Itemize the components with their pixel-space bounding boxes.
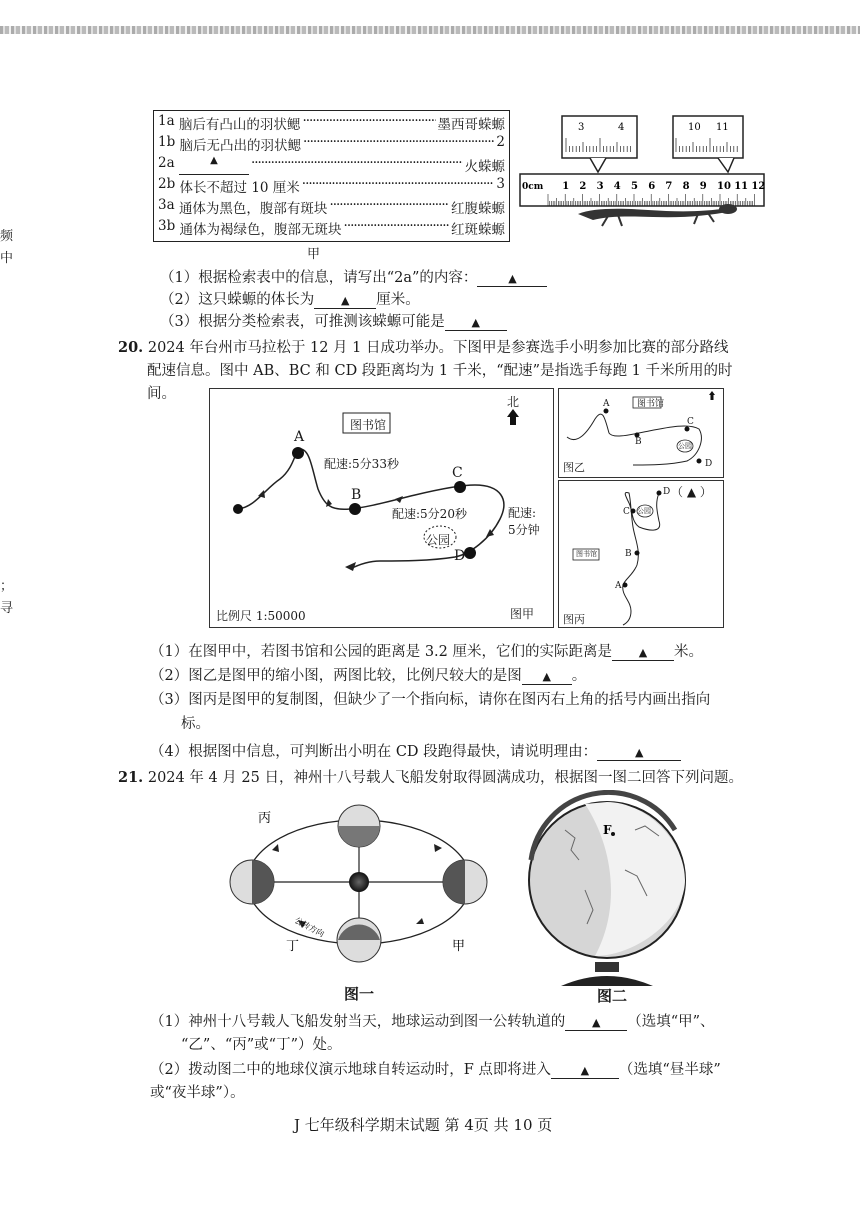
q20-part2 bbox=[150, 664, 586, 685]
key-code: 1b bbox=[158, 134, 176, 150]
yi-point-c: C bbox=[687, 417, 694, 427]
answer-blank[interactable] bbox=[551, 1062, 619, 1079]
point-b: B bbox=[351, 487, 362, 503]
orbit-direction: 公转方向 bbox=[293, 915, 326, 939]
answer-mark: ▲ bbox=[508, 272, 517, 285]
yi-park: 公园 bbox=[678, 442, 692, 450]
q20-p2-suffix: 。 bbox=[571, 668, 587, 684]
dichotomous-key-table bbox=[153, 110, 510, 242]
key-code: 2b bbox=[158, 176, 176, 192]
margin-char: 频 bbox=[0, 229, 14, 244]
yi-library: 图书馆 bbox=[637, 399, 665, 409]
ruler-tick-label: 2 bbox=[579, 181, 587, 192]
key-row bbox=[158, 155, 505, 175]
key-code: 3b bbox=[158, 218, 176, 234]
key-text: 通体为黑色，腹部有斑块 bbox=[178, 201, 328, 217]
yi-point-a: A bbox=[603, 399, 610, 409]
key-result: 红腹蝾螈 bbox=[451, 201, 505, 217]
globe-figure bbox=[525, 790, 695, 990]
q19-p3-text: （3）根据分类检索表，可推测该蝾螈可能是 bbox=[160, 314, 445, 330]
question-number: 20. bbox=[118, 339, 144, 356]
ruler-tick-label: 10 bbox=[717, 181, 731, 192]
pace-ab: 配速:5分33秒 bbox=[324, 457, 399, 471]
map-park-label: 公园 bbox=[426, 533, 451, 547]
point-c: C bbox=[452, 465, 463, 481]
q21-p2-text: （2）拨动图二中的地球仪演示地球自转运动时，F 点即将进入 bbox=[150, 1062, 551, 1078]
q20-part4 bbox=[150, 740, 681, 761]
key-row bbox=[158, 134, 505, 154]
ruler-tick-label: 3 bbox=[596, 181, 604, 192]
key-text: 脑后无凸出的羽状鳃 bbox=[179, 138, 302, 154]
bing-point-d: D bbox=[663, 487, 671, 497]
key-code: 1a bbox=[158, 113, 175, 129]
pace-cd-value: 5分钟 bbox=[508, 523, 540, 537]
page-footer: J 七年级科学期末试题 第 4页 共 10 页 bbox=[294, 1116, 553, 1134]
ruler-tick-label: 5 bbox=[631, 181, 638, 192]
key-result: 墨西哥蝾螈 bbox=[437, 117, 505, 133]
q21-p1-text: （1）神州十八号载人飞船发射当天，地球运动到图一公转轨道的 bbox=[150, 1014, 566, 1030]
key-text: 脑后有凸山的羽状鳃 bbox=[178, 117, 301, 133]
key-row bbox=[158, 197, 505, 217]
bing-point-b: B bbox=[625, 549, 632, 559]
q21-part1 bbox=[150, 1010, 715, 1031]
q20-p1-text: （1）在图甲中，若图书馆和公园的距离是 3.2 厘米，它们的实际距离是 bbox=[150, 644, 613, 660]
key-result: 火蝾螈 bbox=[464, 159, 505, 175]
ruler-tick-label: 7 bbox=[665, 181, 673, 192]
point-d: D bbox=[454, 548, 466, 564]
map-jia bbox=[209, 388, 554, 628]
key-row bbox=[158, 113, 505, 133]
q20-p2-text: （2）图乙是图甲的缩小图，两图比较，比例尺较大的是图 bbox=[150, 668, 522, 684]
scan-noise-strip bbox=[0, 26, 860, 34]
key-text: 体长不超过 10 厘米 bbox=[179, 180, 300, 196]
ruler-figure bbox=[518, 112, 768, 247]
key-result: 2 bbox=[496, 134, 505, 150]
point-a: A bbox=[294, 429, 305, 445]
q19-part3 bbox=[160, 310, 507, 331]
answer-blank[interactable] bbox=[522, 668, 572, 685]
q21-part2 bbox=[150, 1058, 721, 1079]
margin-char: 中 bbox=[0, 251, 14, 266]
key-result: 红斑蝾螈 bbox=[451, 222, 505, 238]
bing-point-c: C bbox=[623, 507, 630, 517]
globe-point-f: F bbox=[603, 823, 612, 837]
zoom-left-label: 3 bbox=[578, 122, 585, 133]
key-row bbox=[158, 218, 505, 238]
q20-part1 bbox=[150, 640, 703, 661]
q20-p4-text: （4）根据图中信息，可判断出小明在 CD 段跑得最快，请说明理由： bbox=[150, 744, 598, 760]
map-scale: 比例尺 1:50000 bbox=[216, 609, 306, 623]
answer-mark: ▲ bbox=[634, 746, 644, 759]
answer-blank[interactable] bbox=[477, 270, 547, 287]
ruler-unit: 0cm bbox=[522, 182, 544, 192]
q21-part1-cont: “乙”、“丙”或“丁”）处。 bbox=[181, 1037, 342, 1053]
map-yi-label: 图乙 bbox=[563, 461, 585, 474]
answer-mark: ▲ bbox=[341, 294, 350, 307]
answer-blank[interactable] bbox=[445, 314, 507, 331]
answer-mark: ▲ bbox=[580, 1064, 590, 1077]
sun bbox=[349, 872, 369, 892]
fig2-caption: 图二 bbox=[597, 987, 628, 1005]
q21-p1-suffix: （选填“甲”、 bbox=[627, 1014, 715, 1030]
q19-part2 bbox=[160, 288, 420, 309]
map-library-label: 图书馆 bbox=[350, 418, 387, 432]
yi-point-b: B bbox=[635, 437, 642, 447]
ruler-tick-label: 11 bbox=[734, 181, 749, 192]
q19-p1-text: （1）根据检索表中的信息，请写出“2a”的内容： bbox=[160, 270, 478, 286]
q20-line2: 配速信息。图中 AB、BC 和 CD 段距离均为 1 千米，“配速”是指选手每跑 1 千米所用的时 bbox=[147, 363, 733, 379]
key-text: 通体为褐绿色，腹部无斑块 bbox=[179, 222, 342, 238]
q20-line3: 间。 bbox=[147, 386, 176, 402]
q20-part3: （3）图丙是图甲的复制图，但缺少了一个指向标，请你在图丙右上角的括号内画出指向 bbox=[150, 692, 711, 708]
orbit-figure bbox=[222, 792, 512, 982]
ruler-tick-label: 9 bbox=[699, 181, 707, 192]
zoom-left-label: 4 bbox=[618, 122, 625, 133]
answer-mark: ▲ bbox=[638, 646, 648, 659]
orbit-bing: 丙 bbox=[258, 811, 272, 826]
orbit-jia: 甲 bbox=[452, 939, 466, 954]
pace-bc: 配速:5分20秒 bbox=[392, 507, 467, 521]
answer-mark: ▲ bbox=[592, 1016, 601, 1029]
bing-library: 图书馆 bbox=[576, 550, 597, 558]
q21-line1 bbox=[118, 766, 743, 787]
q19-part1 bbox=[160, 266, 547, 287]
answer-blank: ▲ bbox=[179, 155, 249, 175]
zoom-right-label: 10 bbox=[688, 122, 701, 133]
map-bing-label: 图丙 bbox=[563, 613, 585, 626]
question-number: 21. bbox=[118, 769, 144, 786]
ruler-tick-label: 6 bbox=[648, 181, 656, 192]
margin-char: ； bbox=[0, 579, 14, 594]
ruler-tick-label: 12 bbox=[751, 181, 766, 192]
answer-mark: ▲ bbox=[471, 316, 480, 329]
key-result: 3 bbox=[496, 176, 505, 192]
answer-blank[interactable] bbox=[565, 1014, 627, 1031]
q20-p1-suffix: 米。 bbox=[674, 644, 704, 660]
key-code: 3a bbox=[158, 197, 175, 213]
q21-part2-cont: 或“夜半球”）。 bbox=[150, 1085, 245, 1101]
ruler-zoom-left bbox=[562, 116, 637, 158]
key-table-caption: 甲 bbox=[307, 247, 321, 262]
map-yi bbox=[558, 388, 724, 478]
answer-blank[interactable] bbox=[314, 292, 376, 309]
q21-p2-suffix: （选填“昼半球” bbox=[618, 1062, 721, 1078]
pace-cd-label: 配速: bbox=[508, 506, 537, 520]
fig1-caption: 图一 bbox=[344, 985, 375, 1003]
q19-p2-text: （2）这只蝾螈的体长为 bbox=[160, 292, 315, 308]
q21-text: 2024 年 4 月 25 日，神州十八号载人飞船发射取得圆满成功，根据图一图二回答下列问题。 bbox=[147, 770, 743, 786]
zoom-right-label: 11 bbox=[716, 122, 729, 133]
map-bing bbox=[558, 480, 724, 628]
answer-blank[interactable] bbox=[612, 644, 674, 661]
q19-p2-suffix: 厘米。 bbox=[376, 292, 420, 308]
yi-point-d: D bbox=[705, 459, 713, 469]
ruler-tick-label: 1 bbox=[562, 181, 570, 192]
ruler-zoom-right bbox=[673, 116, 743, 158]
orbit-ding: 丁 bbox=[286, 939, 300, 954]
q20-line1 bbox=[118, 336, 728, 357]
answer-blank[interactable] bbox=[597, 744, 681, 761]
north-label: 北 bbox=[507, 395, 520, 409]
map-jia-label: 图甲 bbox=[510, 607, 535, 621]
ruler-tick-label: 4 bbox=[613, 181, 621, 192]
ruler-tick-label: 8 bbox=[682, 181, 690, 192]
bing-point-a: A bbox=[615, 581, 622, 591]
q20-text: 2024 年台州市马拉松于 12 月 1 日成功举办。下图甲是参赛选手小明参加比赛的部分路线 bbox=[147, 340, 729, 356]
margin-char: 寻 bbox=[0, 601, 14, 616]
north-arrow-answer-bracket[interactable]: （ ▲ ） bbox=[671, 485, 712, 499]
key-code: 2a bbox=[158, 155, 175, 171]
answer-mark: ▲ bbox=[542, 670, 551, 683]
key-row bbox=[158, 176, 505, 196]
q20-part3-cont: 标。 bbox=[181, 716, 210, 732]
bing-park: 公园 bbox=[637, 507, 651, 515]
